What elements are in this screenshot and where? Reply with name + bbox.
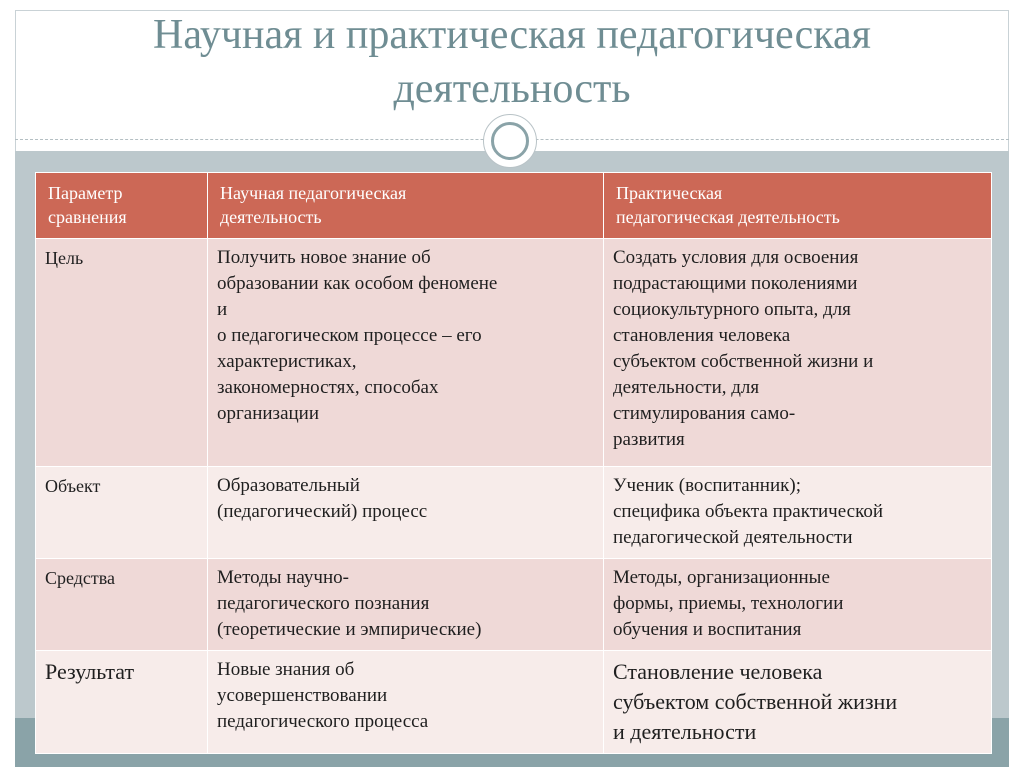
row-science-means: Методы научно- педагогического познания (теоретические и эмпирические) bbox=[208, 559, 604, 651]
row-param-means: Средства bbox=[36, 559, 208, 651]
table-header-row bbox=[36, 173, 992, 239]
slide-title: Научная и практическая педагогическая деятельность bbox=[153, 12, 871, 112]
table-row bbox=[36, 559, 992, 651]
table-row bbox=[36, 239, 992, 467]
row-param-goal: Цель bbox=[36, 239, 208, 467]
header-science: Научная педагогическая деятельность bbox=[208, 173, 604, 239]
comparison-table bbox=[35, 172, 992, 754]
row-param-object: Объект bbox=[36, 467, 208, 559]
row-practice-object: Ученик (воспитанник); специфика объекта практической педагогической деятельности bbox=[604, 467, 992, 559]
ring-inner-icon bbox=[491, 122, 529, 160]
table-row bbox=[36, 467, 992, 559]
row-param-result: Результат bbox=[36, 651, 208, 754]
row-science-result: Новые знания об усовершенствовании педагогического процесса bbox=[208, 651, 604, 754]
row-practice-goal: Создать условия для освоения подрастающими поколениями социокультурного опыта, для становления человека субъектом собственной жизни и деятельности, для стимулирования само- развития bbox=[604, 239, 992, 467]
table-row bbox=[36, 651, 992, 754]
row-practice-means: Методы, организационные формы, приемы, технологии обучения и воспитания bbox=[604, 559, 992, 651]
header-practice: Практическая педагогическая деятельность bbox=[604, 173, 992, 239]
row-science-object: Образовательный (педагогический) процесс bbox=[208, 467, 604, 559]
row-science-goal: Получить новое знание об образовании как особом феномене и о педагогическом процессе – его характеристиках, закономерностях, способах организации bbox=[208, 239, 604, 467]
ring-ornament-icon bbox=[483, 114, 537, 168]
header-parameter: Параметр сравнения bbox=[36, 173, 208, 239]
row-practice-result: Становление человека субъектом собственной жизни и деятельности bbox=[604, 651, 992, 754]
